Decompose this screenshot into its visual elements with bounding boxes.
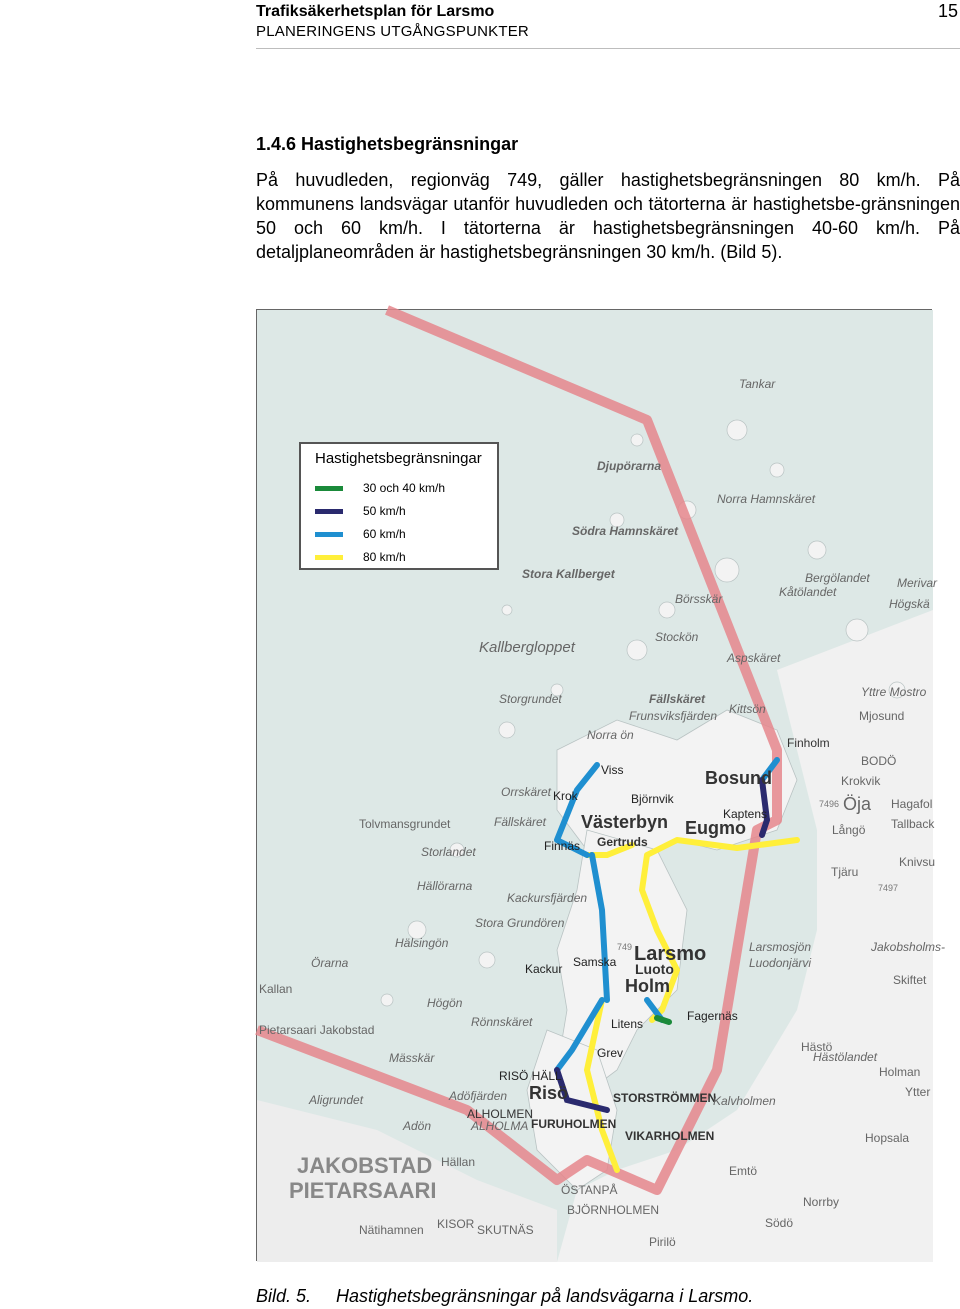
label-norra-hamnskaret: Norra Hamnskäret [717, 492, 816, 506]
label-hastolandet: Hästölandet [813, 1050, 878, 1064]
label-vasterbyn: Västerbyn [581, 812, 669, 832]
section-heading: 1.4.6 Hastighetsbegränsningar [256, 134, 519, 154]
label-pietarsaari-jakobstad: Pietarsaari Jakobstad [259, 1023, 375, 1037]
map-legend [299, 442, 499, 570]
label-hallan: Hällan [441, 1155, 476, 1169]
label-borsskar: Börsskär [675, 592, 723, 606]
label-stockon: Stockön [655, 630, 699, 644]
legend-label: 80 km/h [363, 550, 406, 564]
caption-text: Hastighetsbegränsningar på landsvägarna i Larsmo. [336, 1286, 754, 1306]
label-haste: Hästö [801, 1040, 833, 1054]
legend-swatch [315, 555, 343, 560]
legend-swatch [315, 486, 343, 491]
label-ytter: Ytter [905, 1085, 931, 1099]
label-fallskaret-w: Fällskäret [494, 815, 547, 829]
label-vikarholmen: VIKARHOLMEN [625, 1129, 715, 1143]
label-orarna: Örarna [311, 956, 349, 970]
label-katolandet: Kåtölandet [779, 585, 837, 599]
legend-swatch [315, 532, 343, 537]
label-tjaru: Tjäru [831, 865, 859, 879]
label-luoto: Luoto [635, 961, 674, 977]
label-holm: Holm [625, 976, 670, 996]
legend-swatch [315, 509, 343, 514]
label-litens: Litens [611, 1017, 644, 1031]
page-number: 15 [937, 1, 958, 21]
legend-title: Hastighetsbegränsningar [315, 450, 482, 467]
section-paragraph: På huvudleden, regionväg 749, gäller hastighetsbegränsningen 80 km/h. På kommunens landsvägar utanför huvudleden och tätorterna är hastighetsbe-gränsningen 50 och 60 km/h. I tätorterna är hastighetsbegränsningen 40-60 km/h. På detaljplaneområden är hastighetsbegränsningen 30 km/h. (Bild 5). [256, 170, 960, 262]
label-stora-grundoren: Stora Grundören [475, 916, 565, 930]
label-lango: Långö [832, 823, 866, 837]
label-storlandet: Storlandet [421, 845, 476, 859]
label-gertruds: Gertruds [597, 835, 648, 849]
label-norrby: Norrby [803, 1195, 840, 1209]
label-eugmo: Eugmo [685, 818, 746, 838]
legend-label: 60 km/h [363, 527, 406, 541]
label-hagafol: Hagafol [891, 797, 933, 811]
label-krok: Krok [553, 789, 578, 803]
label-tolvmansgrundet: Tolvmansgrundet [359, 817, 451, 831]
label-aligrundet: Aligrundet [309, 1093, 364, 1107]
label-larsmo: Larsmo [634, 943, 707, 965]
label-natihamnen: Nätihamnen [359, 1223, 424, 1237]
label-bergolandet: Bergölandet [805, 571, 870, 585]
label-djuporarna: Djupörarna [597, 459, 662, 473]
document-subtitle: PLANERINGENS UTGÅNGSPUNKTER [256, 23, 529, 40]
label-halsingon: Hälsingön [395, 936, 449, 950]
label-merivar: Merivar [897, 576, 938, 590]
label-road-749: 749 [617, 942, 633, 952]
label-masskar: Mässkär [389, 1051, 435, 1065]
label-storgrundet: Storgrundet [499, 692, 562, 706]
legend-item-50 [315, 501, 406, 521]
label-bosund: Bosund [705, 768, 772, 788]
label-kisor: KISOR [437, 1217, 475, 1231]
label-grev: Grev [597, 1046, 624, 1060]
label-kackur: Kackur [525, 962, 563, 976]
label-jakobsholms: Jakobsholms- [871, 940, 946, 954]
label-hogon: Högön [427, 996, 463, 1010]
legend-item-60 [315, 524, 406, 544]
label-adofjarden: Adöfjärden [449, 1089, 508, 1103]
label-fagernas: Fagernäs [687, 1009, 738, 1023]
legend-label: 50 km/h [363, 504, 406, 518]
label-stora-kallberget: Stora Kallberget [522, 567, 615, 581]
label-ronnskaret: Rönnskäret [471, 1015, 533, 1029]
document-title: Trafiksäkerhetsplan för Larsmo [256, 3, 495, 20]
figure-caption [256, 1286, 753, 1307]
label-oja: Öja [843, 794, 872, 814]
label-alholmen: ALHOLMEN [467, 1107, 534, 1121]
label-hopsala: Hopsala [865, 1131, 910, 1145]
label-samska: Samska [573, 955, 617, 969]
label-kallan: Kallan [259, 982, 293, 996]
label-kittson: Kittsön [729, 702, 766, 716]
label-bjornholmen: BJÖRNHOLMEN [567, 1203, 660, 1217]
label-adon: Adön [403, 1119, 432, 1133]
label-road-7496: 7496 [819, 799, 840, 809]
label-kaptens: Kaptens [723, 807, 768, 821]
label-hallorarna: Hällörarna [417, 879, 473, 893]
legend-item-30-40 [315, 478, 445, 498]
label-furuholmen: FURUHOLMEN [531, 1117, 617, 1131]
label-orrskaret: Orrskäret [501, 785, 552, 799]
label-pietarsaari: PIETARSAARI [289, 1178, 437, 1203]
label-sodra-hamnskaret: Södra Hamnskäret [572, 524, 679, 538]
label-tankar: Tankar [739, 377, 776, 391]
label-riso: Risö [529, 1083, 569, 1103]
label-fallskaret-n: Fällskäret [649, 692, 706, 706]
label-ostanpa: ÖSTANPÅ [561, 1183, 618, 1197]
label-luodonjarvi: Luodonjärvi [749, 956, 812, 970]
label-yttre-mostro: Yttre Mostro [861, 685, 927, 699]
label-larsmosjon: Larsmosjön [749, 940, 812, 954]
label-jakobstad: JAKOBSTAD [297, 1153, 433, 1178]
label-road-7497: 7497 [878, 883, 899, 893]
label-hogskar: Högskä [889, 597, 930, 611]
label-mjosund: Mjosund [859, 709, 905, 723]
label-finnas: Finnäs [544, 839, 581, 853]
label-norra-on: Norra ön [587, 728, 634, 742]
label-sodo: Södö [765, 1216, 794, 1230]
label-riso-hall: RISÖ HÄLL [499, 1069, 562, 1083]
legend-item-80 [315, 547, 406, 567]
label-aspskaret: Aspskäret [727, 651, 781, 665]
label-kalvholmen: Kalvholmen [713, 1094, 776, 1108]
label-frunsviksfjarden: Frunsviksfjärden [629, 709, 718, 723]
label-tallback: Tallback [891, 817, 935, 831]
label-viss: Viss [601, 763, 624, 777]
label-holman: Holman [879, 1065, 921, 1079]
legend-label: 30 och 40 km/h [363, 481, 446, 495]
caption-number: Bild. 5. [256, 1286, 312, 1306]
label-skiftet: Skiftet [893, 973, 927, 987]
label-bodo: BODÖ [861, 754, 897, 768]
label-skutnas: SKUTNÄS [477, 1223, 534, 1237]
label-pirilo: Pirilö [649, 1235, 676, 1249]
speed-limit-map [256, 309, 946, 1261]
label-knivsu: Knivsu [899, 855, 936, 869]
label-kallbergloppet: Kallbergloppet [479, 639, 575, 656]
page-header [256, 0, 960, 49]
road-30-40-fagernas [657, 1018, 669, 1022]
label-alholma: ALHOLMA [471, 1119, 529, 1133]
label-storstrommen: STORSTRÖMMEN [613, 1091, 717, 1105]
label-bjornvik: Björnvik [631, 792, 674, 806]
label-finholm: Finholm [787, 736, 830, 750]
label-krokvik: Krokvik [841, 774, 881, 788]
label-kackursfjarden: Kackursfjärden [507, 891, 588, 905]
label-emto: Emtö [729, 1164, 758, 1178]
